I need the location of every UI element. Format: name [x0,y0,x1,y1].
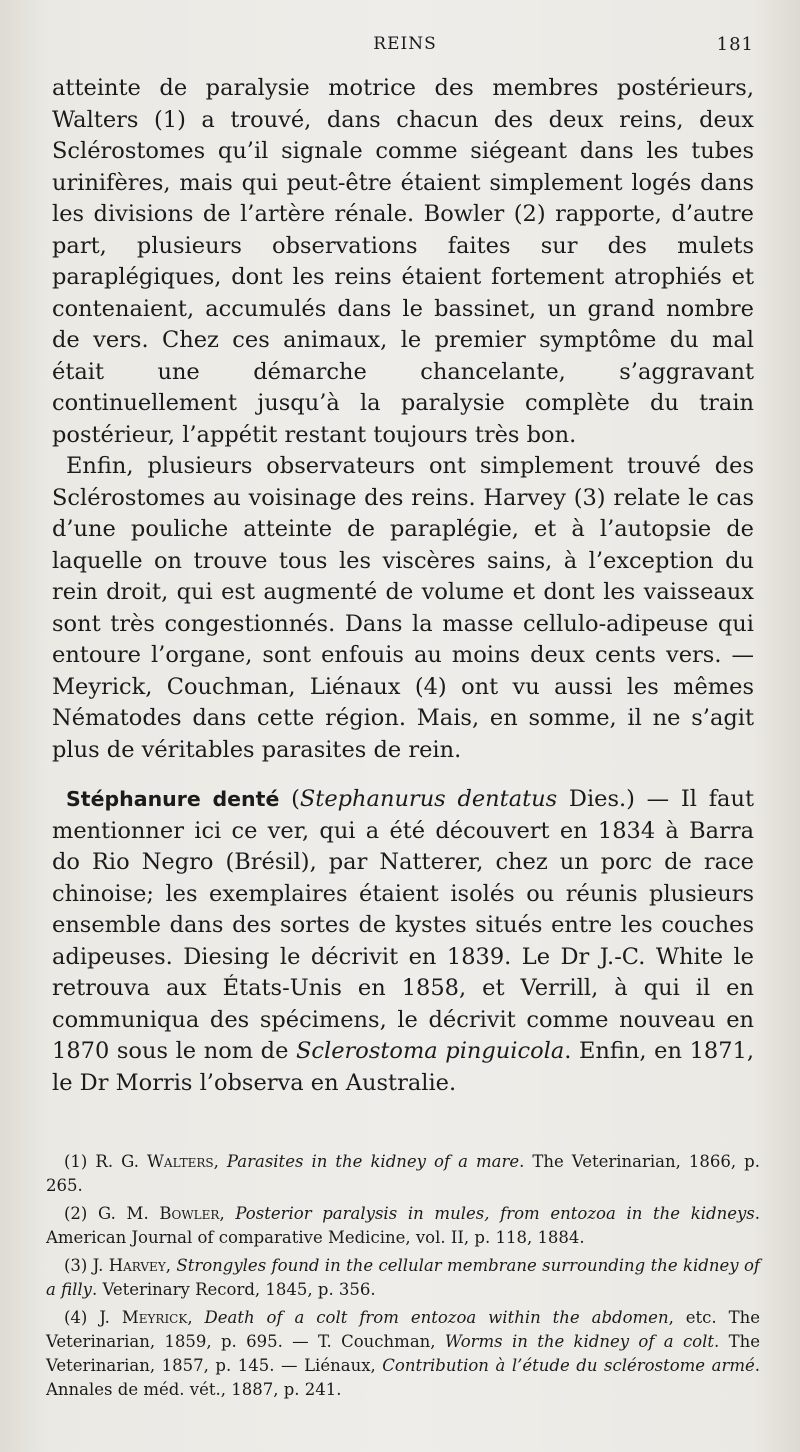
footnote-title: Strongyles found in the cellular membrane surrounding the kidney of a filly [46,1256,761,1299]
footnote-author: R. G. Walters [95,1152,214,1171]
footnote-2 [46,1202,760,1250]
section-heading: Stéphanure denté [66,787,280,811]
footnote-1 [46,1150,760,1198]
footnote-title: Posterior paralysis in mules, from entozoa in the kidneys [235,1204,755,1223]
footnote-separator: , [165,1256,177,1275]
section-text-open: ( [279,786,300,812]
footnote-3 [46,1254,760,1302]
page-number: 181 [716,34,754,55]
footnote-title: Worms in the kidney of a colt [444,1332,715,1351]
footnote-source: . The Veterinarian, 1857, p. 145. — Liénaux, [46,1332,760,1375]
footnote-mark: (3) [64,1256,93,1275]
footnote-author: J. Harvey [92,1256,166,1275]
footnote-source: , etc. The Veterinarian, 1859, p. 695. — T. Couchman, [46,1308,760,1351]
footnote-author: G. M. Bowler [98,1204,220,1223]
section-text-part2: . Enfin, en 1871, le Dr Morris l’observa en Australie. [52,1038,754,1096]
paragraph-stephanurus [52,784,754,1099]
footnote-mark: (1) [64,1152,96,1171]
footnotes [46,1150,760,1406]
latin-name: Stephanurus dentatus [299,786,558,812]
running-title: REINS [373,34,437,54]
paragraph-continuation: atteinte de paralysie motrice des membres postérieurs, Walters (1) a trouvé, dans chacun des deux reins, deux Sclérostomes qu’il signale comme siégeant dans les tubes urinifères, mais qui peut-être étaient simplement logés dans les divisions de l’artère rénale. Bowler (2) rapporte, d’autre part, plusieurs observations faites sur des mulets paraplégiques, dont les reins étaient fortement atrophiés et contenaient, accumulés dans le bassinet, un grand nombre de vers. Chez ces animaux, le premier symptôme du mal était une démarche chancelante, s’aggravant continuellement jusqu’à la paralysie complète du train postérieur, l’appétit restant toujours très bon. [52,75,754,448]
latin-name-synonym: Sclerostoma pinguicola [296,1038,565,1064]
footnote-title: Death of a colt from entozoa within the abdomen [204,1308,669,1327]
footnote-source: . Veterinary Record, 1845, p. 356. [91,1280,376,1299]
footnote-source: . The Veterinarian, 1866, p. 265. [46,1152,760,1195]
paragraph-observers: Enfin, plusieurs observateurs ont simplement trouvé des Sclérostomes au voisinage des reins. Harvey (3) relate le cas d’une pouliche atteinte de paraplégie, et à l’autopsie de laquelle on trouve tous les viscères sains, à l’exception du rein droit, qui est augmenté de volume et dont les vaisseaux sont très congestionnés. Dans la masse cellulo-adipeuse qui entoure l’organe, sont enfouis au moins deux cents vers. — Meyrick, Couchman, Liénaux (4) ont vu aussi les mêmes Nématodes dans cette région. Mais, en somme, il ne s’agit plus de véritables parasites de rein. [52,453,754,763]
footnote-4 [46,1306,760,1402]
footnote-author: J. Meyrick [99,1308,188,1327]
page-header [56,34,754,58]
footnote-mark: (2) [64,1204,99,1223]
footnote-mark: (4) [64,1308,100,1327]
footnote-separator: , [187,1308,205,1327]
footnote-separator: , [219,1204,236,1223]
footnote-title: Parasites in the kidney of a mare [226,1152,520,1171]
footnote-title: Contribution à l’étude du sclérostome armé [382,1356,755,1375]
section-text-part1: Dies.) — Il faut mentionner ici ce ver, qui a été découvert en 1834 à Barra do Rio Negro (Brésil), par Natterer, chez un porc de race chinoise; les exemplaires étaient isolés ou réunis plusieurs ensemble dans des sortes de kystes situés entre les couches adipeuses. Diesing le décrivit en 1839. Le Dr J.-C. White le retrouva aux États-Unis en 1858, et Verrill, à qui il en communiqua des spécimens, le décrivit comme nouveau en 1870 sous le nom de [52,786,754,1064]
footnote-source: . American Journal of comparative Medicine, vol. II, p. 118, 1884. [46,1204,760,1247]
footnote-separator: , [213,1152,227,1171]
footnote-source: . Annales de méd. vét., 1887, p. 241. [46,1356,760,1399]
main-text [52,73,754,1099]
